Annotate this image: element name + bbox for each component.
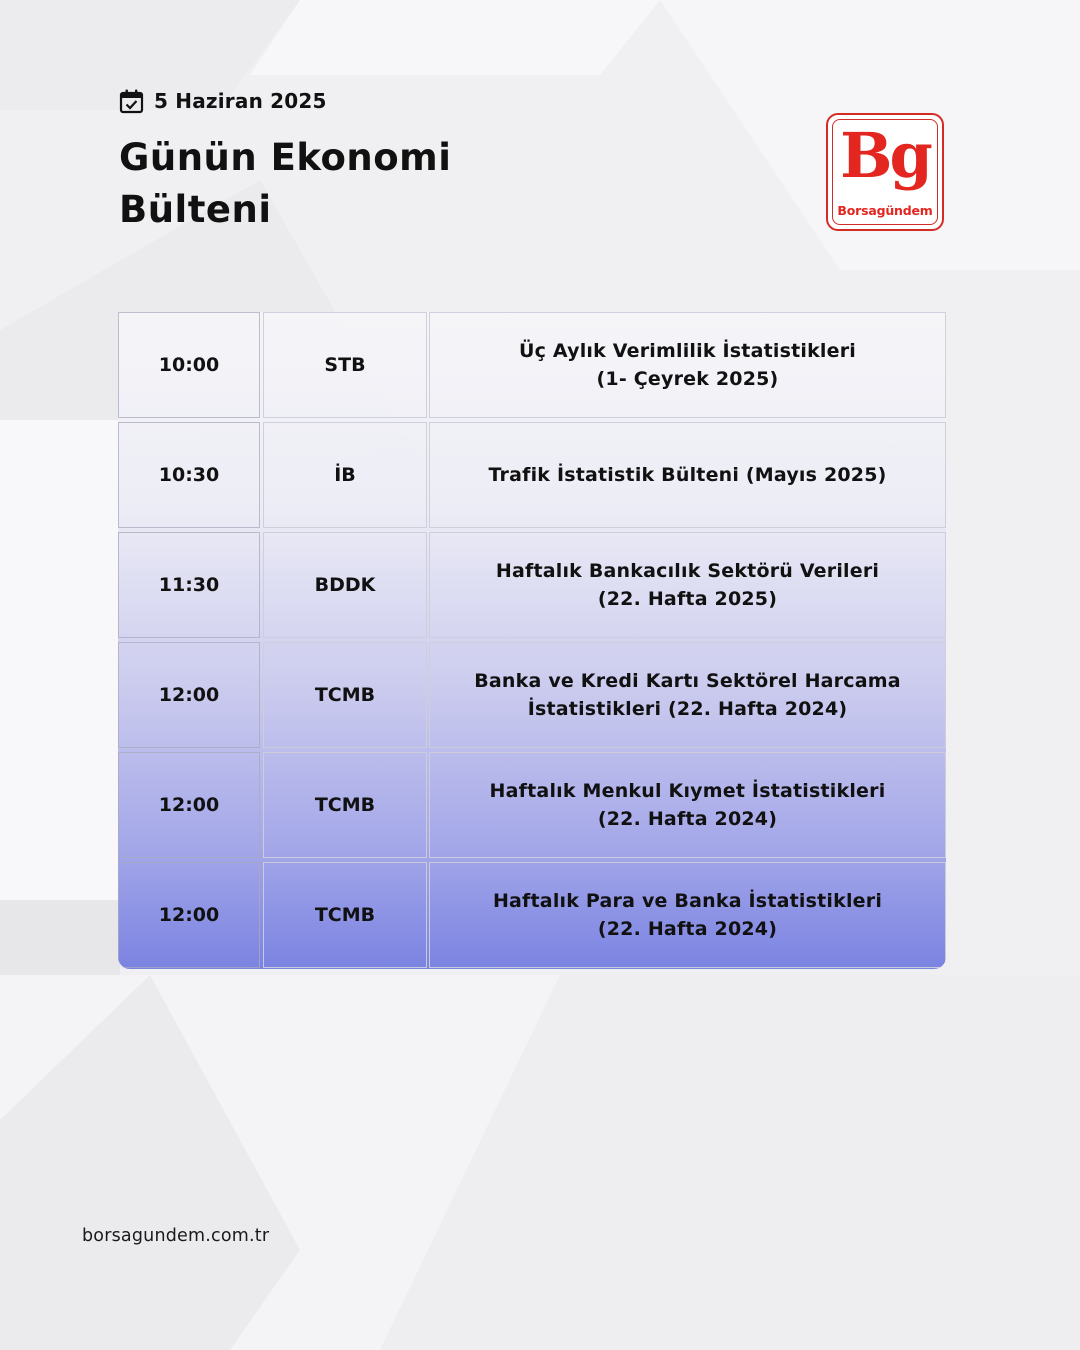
description-cell: [429, 862, 946, 968]
borsagundem-logo: [826, 113, 944, 231]
description-line-2: (22. Hafta 2024): [597, 808, 778, 830]
time-cell: 12:00: [118, 862, 260, 968]
institution-cell: İB: [263, 422, 427, 528]
date-row: [119, 88, 327, 114]
time-cell: 12:00: [118, 752, 260, 858]
description-line-2: İstatistikleri (22. Hafta 2024): [527, 698, 848, 720]
description-cell: [429, 422, 946, 528]
time-cell: 12:00: [118, 642, 260, 748]
logo-wordmark: Borsagündem: [837, 203, 933, 218]
title-line-2: Bülteni: [119, 188, 272, 231]
description-cell: [429, 532, 946, 638]
logo-mark: Bg: [840, 119, 930, 192]
description-line-1: Trafik İstatistik Bülteni (Mayıs 2025): [488, 464, 887, 486]
institution-cell: TCMB: [263, 642, 427, 748]
description-line-1: Banka ve Kredi Kartı Sektörel Harcama: [474, 670, 901, 692]
description-line-1: Haftalık Bankacılık Sektörü Verileri: [495, 560, 880, 582]
description-cell: [429, 642, 946, 748]
institution-cell: STB: [263, 312, 427, 418]
table-row: [118, 862, 946, 968]
date-text: 5 Haziran 2025: [154, 89, 327, 113]
calendar-check-icon: [119, 88, 144, 114]
page-title: [119, 132, 559, 236]
description-cell: [429, 312, 946, 418]
description-line-1: Haftalık Para ve Banka İstatistikleri: [492, 890, 883, 912]
description-cell: [429, 752, 946, 858]
title-line-1: Günün Ekonomi: [119, 136, 452, 179]
table-row: [118, 752, 946, 858]
time-cell: 11:30: [118, 532, 260, 638]
description-line-2: (1- Çeyrek 2025): [596, 368, 779, 390]
description-line-1: Haftalık Menkul Kıymet İstatistikleri: [489, 780, 886, 802]
table-row: [118, 312, 946, 418]
website-link[interactable]: borsagundem.com.tr: [82, 1226, 270, 1246]
description-line-1: Üç Aylık Verimlilik İstatistikleri: [518, 340, 857, 362]
table-row: [118, 422, 946, 528]
time-cell: 10:30: [118, 422, 260, 528]
institution-cell: TCMB: [263, 752, 427, 858]
schedule-table: [118, 312, 946, 969]
institution-cell: BDDK: [263, 532, 427, 638]
institution-cell: TCMB: [263, 862, 427, 968]
table-row: [118, 642, 946, 748]
time-cell: 10:00: [118, 312, 260, 418]
description-line-2: (22. Hafta 2024): [597, 918, 778, 940]
table-row: [118, 532, 946, 638]
description-line-2: (22. Hafta 2025): [597, 588, 778, 610]
